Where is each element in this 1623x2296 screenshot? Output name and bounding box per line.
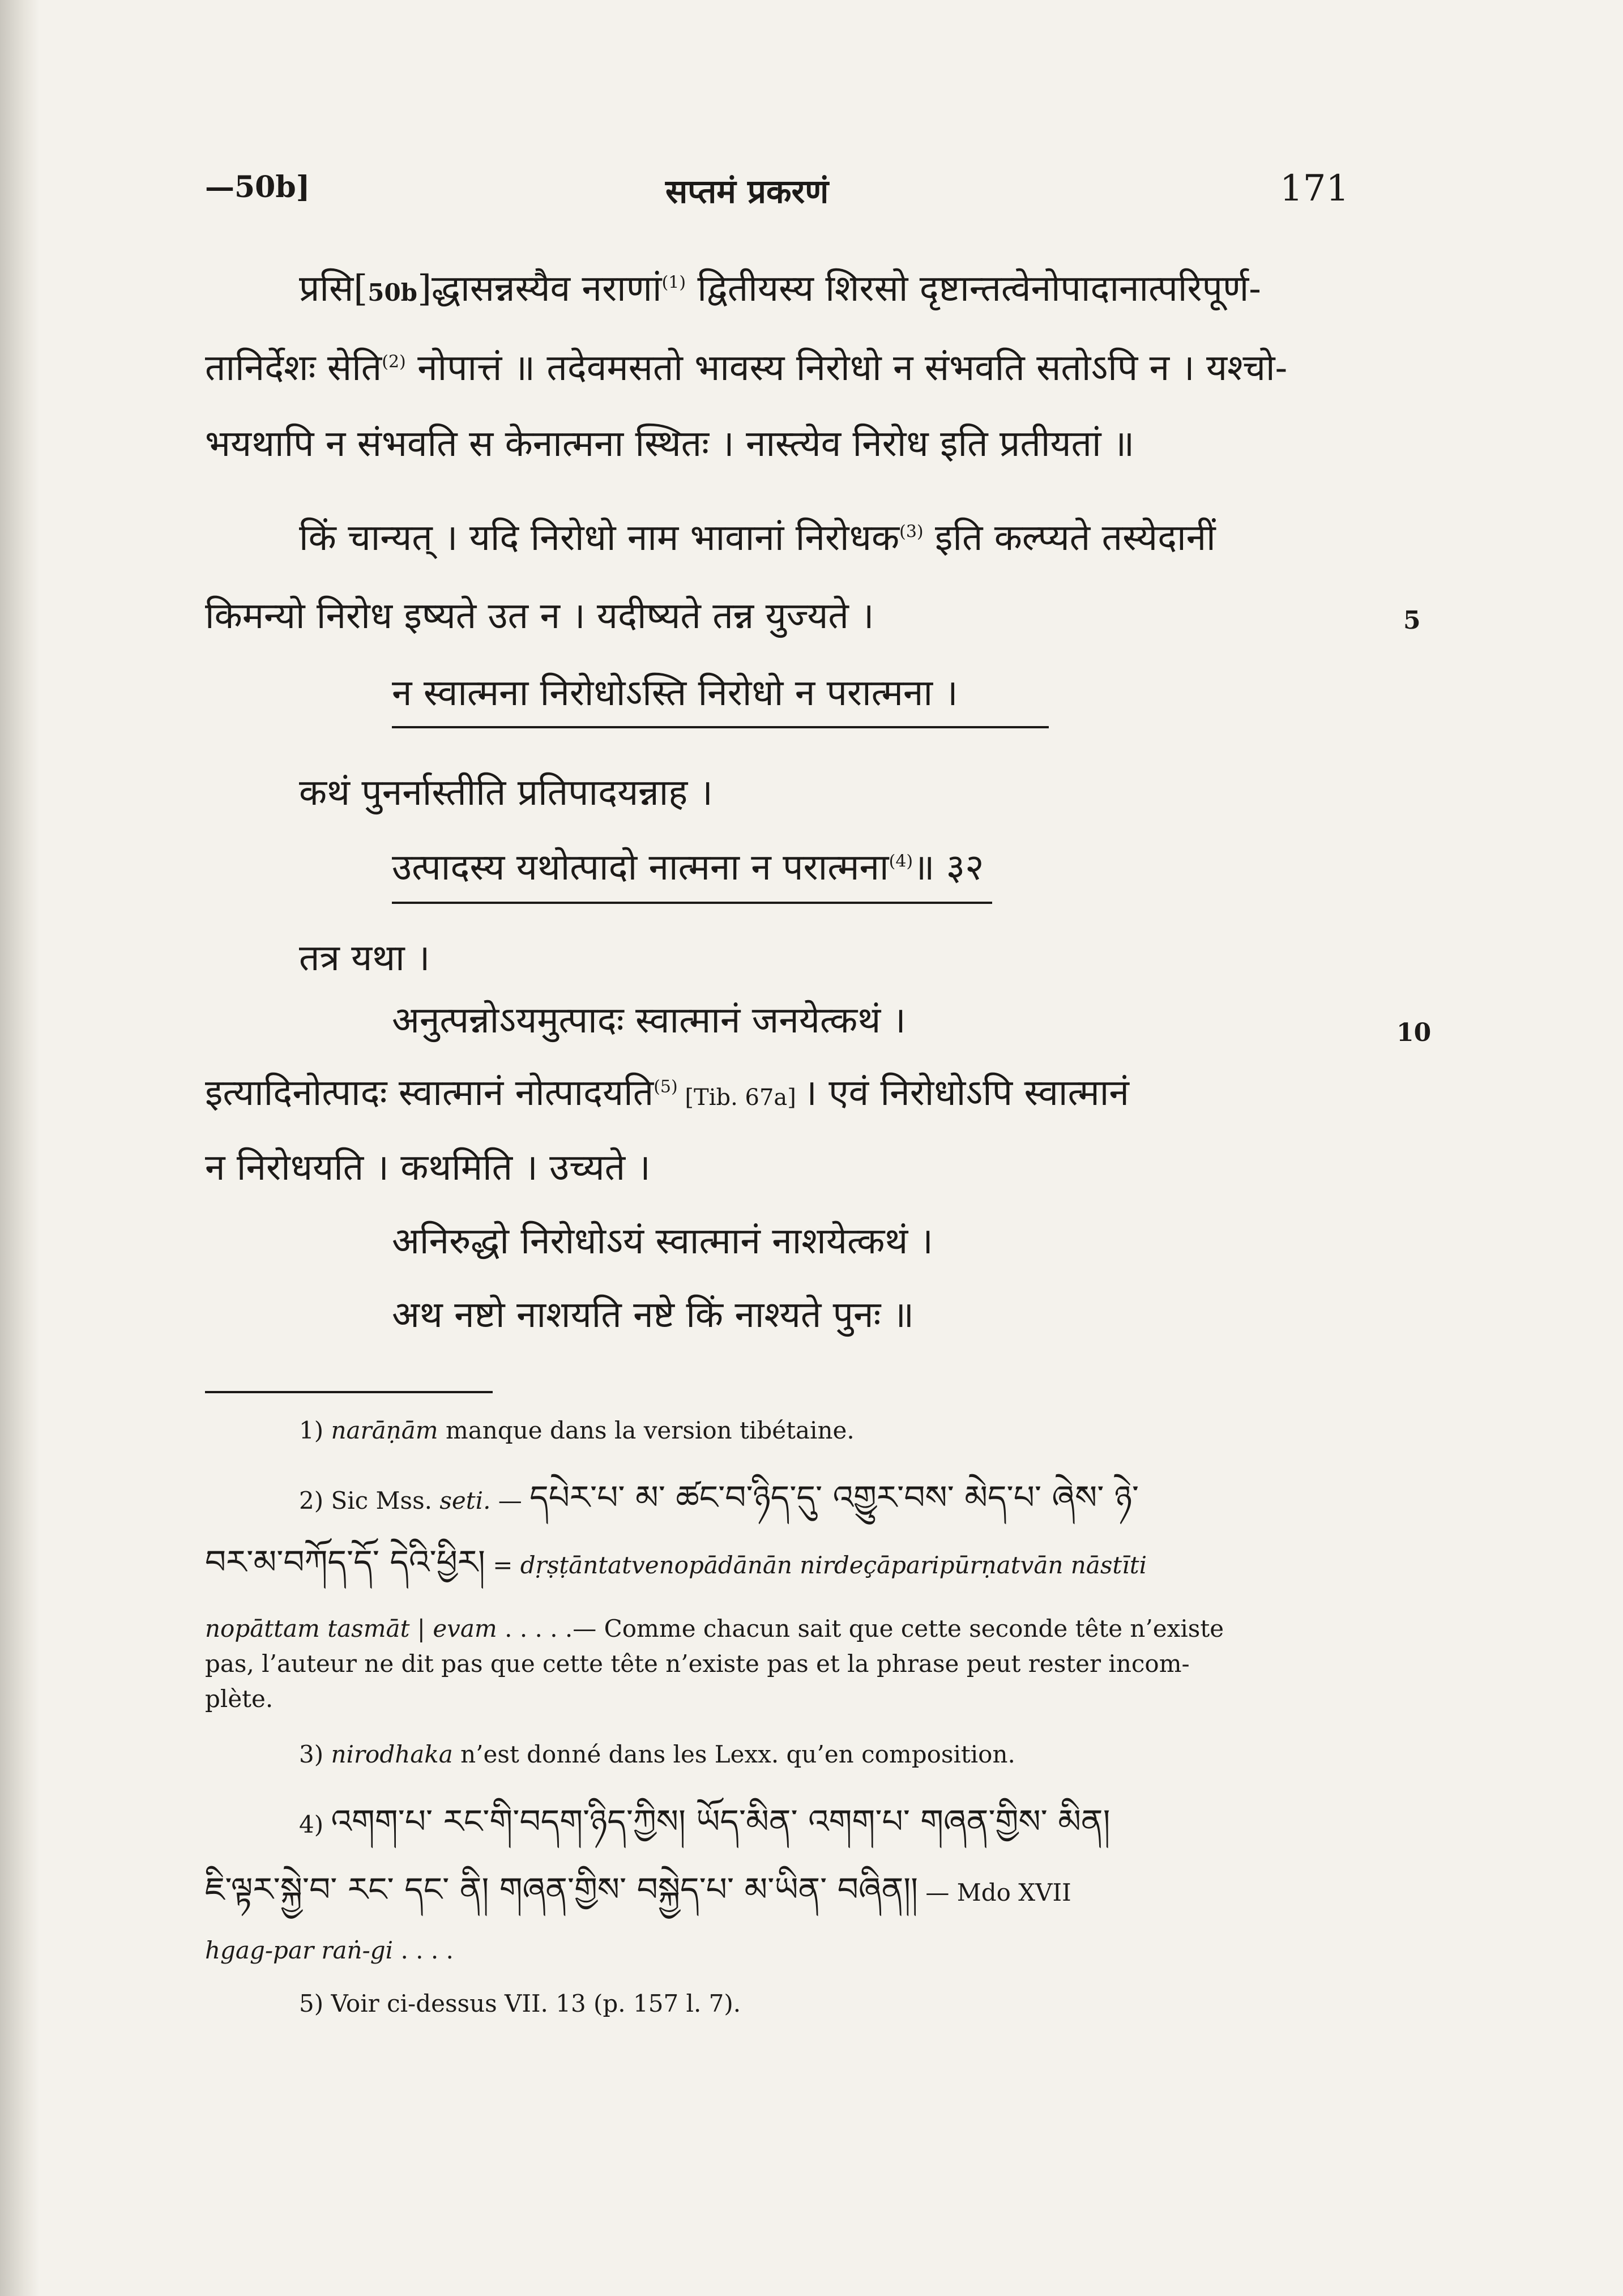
footnote-text: . . . . .— Comme chacun sait que cette seconde tête n’existe (497, 1615, 1224, 1642)
tibetan-ref: [Tib. 67a] (677, 1085, 804, 1111)
footnote-marker: (4) (889, 851, 913, 872)
footnote-4-line-1 (299, 1801, 1110, 1842)
footnote-text: = (485, 1551, 520, 1579)
body-line-9: न निरोधयति । कथमिति । उच्यते । (205, 1147, 651, 1189)
footnote-marker: (2) (382, 352, 406, 372)
body-text: द्वितीयस्य शिरसो दृष्टान्तत्वेनोपादानात्परिपूर्ण- (686, 268, 1261, 310)
footnote-marker: (3) (899, 522, 924, 542)
footnote-italic: seti. (439, 1487, 491, 1514)
folio-reference: —50b] (205, 170, 310, 204)
verse-underline (392, 902, 992, 904)
footnote-text: 2) Sic Mss. (299, 1487, 440, 1514)
page-number: 171 (1280, 168, 1349, 210)
verse-line-3: अनुत्पन्नोऽयमुत्पादः स्वात्मानं जनयेत्कथं । (392, 1000, 906, 1042)
footnote-text: — (490, 1487, 530, 1514)
verse-line-5: अथ नष्टो नाशयति नष्टे किं नाश्यते पुनः ॥ (392, 1294, 915, 1336)
body-line-3: भयथापि न संभवति स केनात्मना स्थितः । नास्त्येव निरोध इति प्रतीयतां ॥ (205, 423, 1135, 465)
body-line-4 (299, 517, 1216, 559)
body-text: किं चान्यत् । यदि निरोधो नाम भावानां निरोधक (299, 517, 900, 559)
folio-tag: 50b (368, 279, 418, 306)
verse-underline (392, 726, 1049, 728)
footnote-text: 3) (299, 1740, 331, 1768)
verse-text: उत्पादस्य यथोत्पादो नात्मना न परात्मना (392, 847, 889, 889)
footnote-4-line-3 (205, 1936, 454, 1966)
body-line-8 (205, 1072, 1129, 1114)
verse-number: ॥ ३२ (913, 847, 984, 889)
body-text: ]द्धासन्नस्यैव नराणां (417, 268, 662, 310)
body-line-5: किमन्यो निरोध इष्यते उत न । यदीष्यते तन्न युज्यते । (205, 595, 874, 637)
body-line-1 (299, 268, 1261, 310)
body-line-2 (205, 347, 1288, 389)
footnote-italic: dṛṣṭāntatvenopādānān nirdeçāparipūrṇatvān nāstīti (520, 1551, 1147, 1579)
body-text: इत्यादिनोत्पादः स्वात्मानं नोत्पादयति (205, 1072, 654, 1114)
body-text: तानिर्देशः सेति (205, 347, 382, 389)
footnote-3 (299, 1740, 1015, 1770)
footnote-text: . . . . (393, 1936, 454, 1964)
body-line-7: तत्र यथा । (299, 937, 430, 979)
footnote-4-line-2 (205, 1869, 1071, 1910)
body-text: नोपात्तं ॥ तदेवमसतो भावस्य निरोधो न संभवति सतोऽपि न । यश्चो- (405, 347, 1288, 389)
line-number-5: 5 (1403, 606, 1421, 635)
footnote-text: — Mdo XVII (918, 1879, 1071, 1906)
footnote-text: n’est donné dans les Lexx. qu’en composition. (452, 1740, 1015, 1768)
footnote-2-line-3 (205, 1614, 1224, 1644)
footnote-text: 4) (299, 1811, 331, 1838)
footnote-5: 5) Voir ci-dessus VII. 13 (p. 157 l. 7). (299, 1990, 741, 2017)
footnote-2-line-5: plète. (205, 1685, 274, 1713)
line-number-10: 10 (1396, 1018, 1432, 1047)
body-line-6: कथं पुनर्नास्तीति प्रतिपादयन्नाह । (299, 772, 713, 814)
verse-line-4: अनिरुद्धो निरोधोऽयं स्वात्मानं नाशयेत्कथं । (392, 1220, 933, 1262)
footnote-italic: nopāttam tasmāt (205, 1615, 410, 1642)
footnote-text: | (409, 1615, 433, 1642)
body-text: इति कल्प्यते तस्येदानीं (923, 517, 1216, 559)
footnote-italic: nirodhaka (331, 1740, 453, 1768)
footnote-marker: (5) (654, 1077, 678, 1097)
body-text: प्रसि[ (299, 268, 368, 310)
footnote-marker: (1) (661, 272, 686, 293)
footnote-text: 1) (299, 1416, 331, 1444)
verse-line-1: न स्वात्मना निरोधोऽस्ति निरोधो न परात्मना । (392, 672, 958, 714)
tibetan-text: དཔེར་པ་ མ་ ཚང་བ་ཉིད་དུ་ འགྱུར་བས་ མེད་པ་ ཞེས་ ཉེ་ (529, 1478, 1139, 1517)
footnote-italic: evam (433, 1615, 497, 1642)
footnote-italic: narāṇām (331, 1416, 438, 1444)
body-text: । एवं निरोधोऽपि स्वात्मानं (803, 1072, 1129, 1114)
verse-line-2 (392, 847, 984, 889)
footnote-rule (205, 1391, 493, 1393)
chapter-title: सप्तमं प्रकरणं (665, 172, 829, 211)
footnote-text: manque dans la version tibétaine. (438, 1416, 855, 1444)
tibetan-text: ཇི་ལྟར་སྐྱེ་བ་ རང་ དང་ ནི། གཞན་གྱིས་ བསྐྱེད་པ་ མ་ཡིན་ བཞིན།། (205, 1870, 919, 1909)
tibetan-text: འགག་པ་ རང་གི་བདག་ཉིད་ཀྱིས། ཡོད་མིན་ འགག་པ་ གཞན་གྱིས་ མིན། (331, 1802, 1111, 1841)
tibetan-text: བར་མ་བཀོད་དོ་ དེའི་ཕྱིར། (205, 1543, 485, 1581)
footnote-2-line-1 (299, 1477, 1139, 1518)
footnote-2-line-2 (205, 1542, 1147, 1583)
footnote-2-line-4: pas, l’auteur ne dit pas que cette tête n’existe pas et la phrase peut rester incom- (205, 1650, 1190, 1678)
footnote-1 (299, 1416, 855, 1446)
footnote-italic: hgag-par raṅ-gi (205, 1936, 394, 1964)
